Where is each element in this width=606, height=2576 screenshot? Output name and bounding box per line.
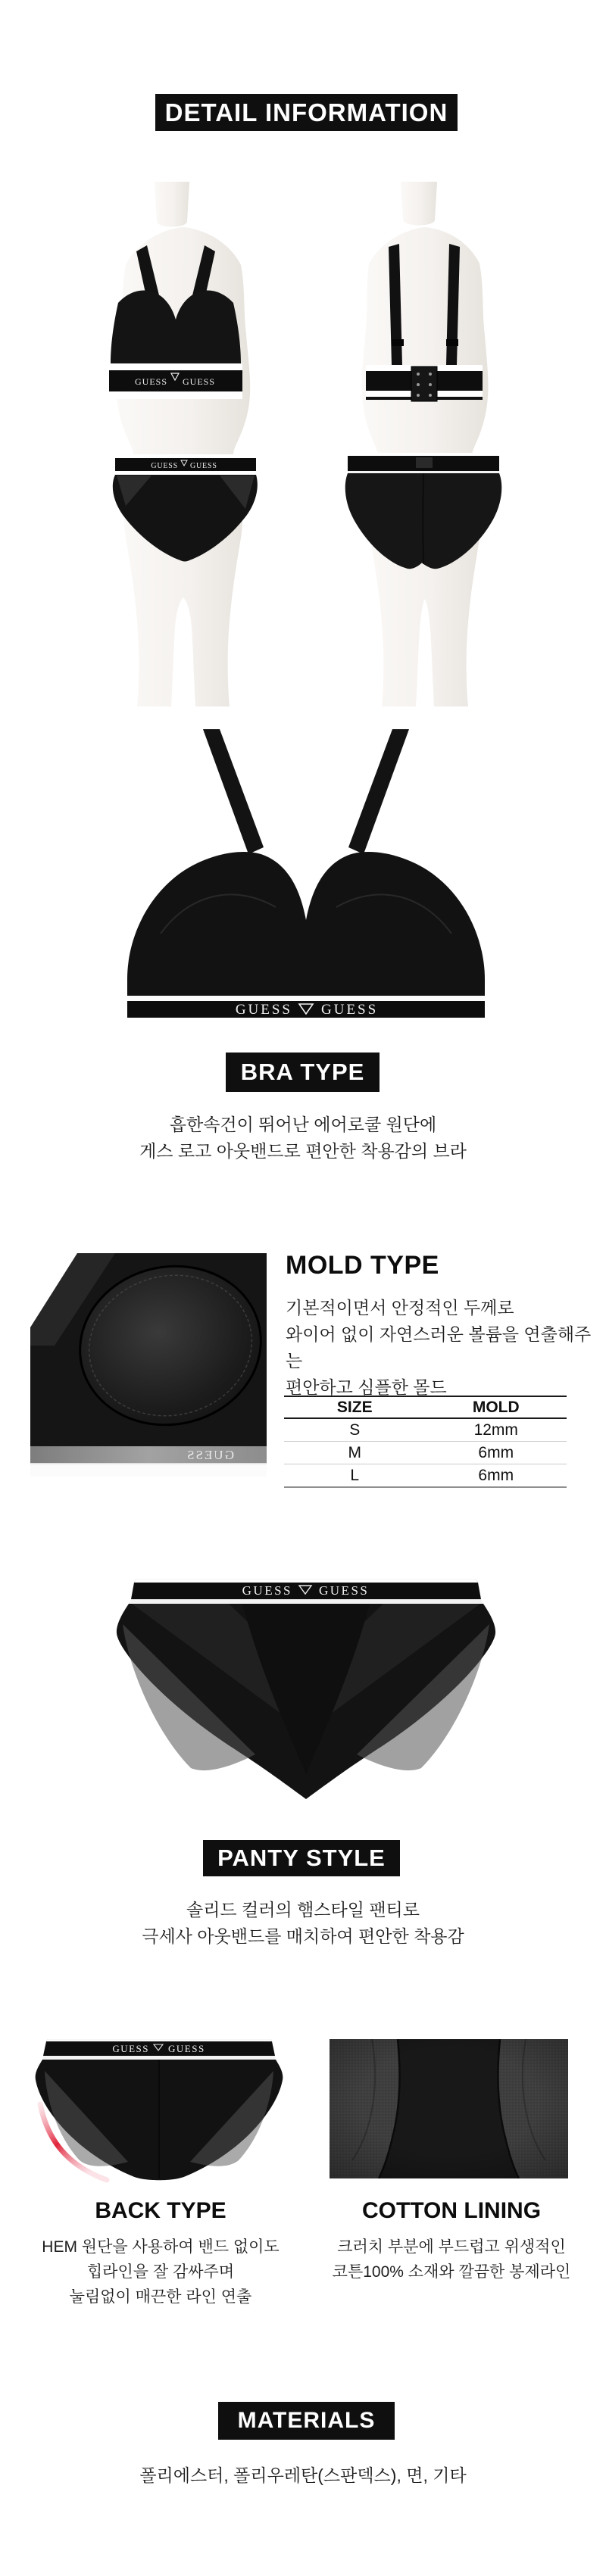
bra-logo-band [109,363,242,399]
svg-text:GUESS: GUESS [183,376,216,387]
bra-cups [127,852,485,997]
bra-back-band [366,365,483,401]
mold-cell: 6mm [478,1466,514,1484]
table-row [284,1419,567,1442]
materials-badge [218,2402,395,2440]
bra-type-label: BRA TYPE [240,1059,365,1085]
bra-type-description [0,1112,606,1165]
desc-line: 편안하고 심플한 몰드 [286,1377,447,1397]
desc-line: 와이어 없이 자연스러운 볼륨을 연출해주는 [286,1324,592,1371]
desc-line: 흡한속건이 뛰어난 에어로쿨 원단에 [169,1115,437,1134]
hook-closure [411,366,437,401]
cotton-lining-photo [330,2039,568,2178]
svg-text:GUESS: GUESS [321,1002,379,1018]
svg-text:GUESS: GUESS [134,376,167,387]
strap-adjuster [446,339,458,346]
back-type-description [13,2235,308,2309]
detail-information-badge [155,94,458,131]
cotton-lining-description [303,2235,600,2284]
mold-cell: 12mm [473,1421,518,1439]
waistband-lower-stripe [42,2056,276,2060]
desc-line: 솔리드 컬러의 햄스타일 팬티로 [186,1900,420,1920]
table-row [284,1464,567,1488]
svg-text:GUESS: GUESS [168,2043,205,2054]
table-header-mold: MOLD [472,1398,520,1416]
table-header-row [284,1396,567,1419]
size-cell: S [349,1421,361,1439]
table-row [284,1442,567,1464]
mold-closeup-photo [30,1253,267,1477]
materials-description [0,2462,606,2489]
desc-line: 눌림없이 매끈한 라인 연출 [69,2288,252,2306]
strap-adjuster [392,339,404,346]
back-type-title: BACK TYPE [95,2198,226,2223]
desc-line: 힙라인을 잘 감싸주며 [86,2263,235,2281]
size-cell: L [350,1466,360,1484]
briefs-back [345,453,502,569]
desc-line: 게스 로고 아웃밴드로 편안한 착용감의 브라 [139,1141,467,1161]
panty-product-photo [115,1579,497,1801]
waistband-white-stripe [134,1579,478,1583]
bra-type-badge [226,1053,380,1092]
svg-text:GUESS: GUESS [112,2043,149,2054]
detail-information-label: DETAIL INFORMATION [164,98,448,126]
waistband-white-stripe [46,2039,272,2041]
desc-line: 크러치 부분에 부드럽고 위생적인 [337,2238,566,2256]
desc-line: 기본적이면서 안정적인 두께로 [286,1298,514,1318]
mold-type-description [286,1295,606,1401]
desc-line: 극세사 아웃밴드를 매치하여 편안한 착용감 [142,1926,464,1946]
desc-line: HEM 원단을 사용하여 밴드 없이도 [42,2238,280,2256]
mold-cell: 6mm [478,1443,514,1461]
waistband-lower-stripe [129,1599,483,1604]
mannequin-front-photo [92,182,282,708]
mold-type-title: MOLD TYPE [286,1251,439,1280]
back-type-photo [34,2039,284,2185]
size-cell: M [348,1443,361,1461]
table-header-size: SIZE [336,1398,373,1416]
desc-line: 폴리에스터, 폴리우레탄(스판덱스), 면, 기타 [139,2465,467,2485]
mirrored-guess-text: GUESS [186,1448,234,1462]
mannequin-neck [155,182,189,227]
panty-style-label: PANTY STYLE [217,1845,386,1871]
bra-strap-left [203,729,264,854]
mannequin-neck [401,182,437,226]
size-mold-table [284,1396,567,1488]
panty-style-description [0,1897,606,1950]
svg-text:GUESS: GUESS [235,1002,292,1018]
waistband-logo-band [43,2041,275,2056]
bra-logo-band [127,996,485,1021]
svg-text:GUESS: GUESS [242,1583,292,1598]
svg-text:GUESS: GUESS [319,1583,370,1598]
bra-product-photo [115,729,497,1021]
panty-style-badge [203,1840,400,1876]
bra-strap-right [348,729,409,854]
cotton-lining-title: COTTON LINING [361,2198,542,2223]
mannequin-back-photo [322,182,526,708]
svg-text:GUESS: GUESS [190,462,217,470]
materials-label: MATERIALS [237,2408,376,2433]
desc-line: 코튼100% 소재와 깔끔한 봉제라인 [332,2263,571,2281]
svg-text:GUESS: GUESS [151,462,178,470]
